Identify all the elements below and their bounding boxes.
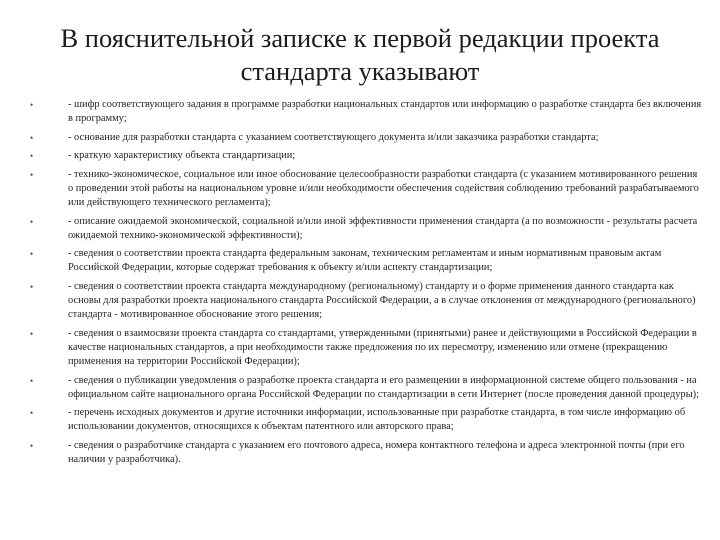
list-item-text: - сведения о взаимосвязи проекта стандарта со стандартами, утвержденными (принятыми) ранее и действующими в Российской Федерации в качестве национальных стандартов, а при необходимости также предложения по их пересмотру, изменению или отмене (прекращению применения на территории Российской Федерации);: [68, 327, 697, 367]
bullet-list: [30, 98, 702, 472]
list-item: [30, 131, 702, 145]
list-item-text: - описание ожидаемой экономической, социальной и/или иной эффективности применения стандарта (а по возможности - результаты расчета ожидаемой технико-экономической эффективности);: [68, 215, 698, 241]
list-item-text: - перечень исходных документов и другие источники информации, использованные при разработке стандарта, в том числе информацию об использовании документов, относящихся к объектам патентного или авторского права;: [68, 407, 686, 433]
bullet-icon: •: [30, 328, 34, 339]
list-item: [30, 439, 702, 467]
list-item-text: - сведения о публикации уведомления о разработке проекта стандарта и его размещении в информационной системе общего пользования - на официальном сайте национального органа Российской Федерации по стандартизации в сети Интернет (после проведения данной процедуры);: [68, 374, 700, 400]
bullet-icon: •: [30, 249, 34, 260]
list-item: [30, 215, 702, 243]
list-item-text: - шифр соответствующего задания в программе разработки национальных стандартов или информацию о разработке стандарта без включения в программу;: [68, 99, 702, 125]
bullet-icon: •: [30, 282, 34, 293]
bullet-icon: •: [30, 132, 34, 143]
list-item: [30, 406, 702, 434]
bullet-icon: •: [30, 151, 34, 162]
list-item: [30, 149, 702, 163]
slide-title: В пояснительной записке к первой редакции проекта стандарта указывают: [60, 23, 660, 86]
list-item: [30, 168, 702, 210]
list-item-text: - технико-экономическое, социальное или иное обоснование целесообразности разработки стандарта (с указанием мотивированного решения о проведении этой работы на национальном уровне и/или необходимости обеспечения содействия соблюдению требований разрабатываемого или действующего технического регламента);: [68, 168, 699, 209]
list-item-text: - сведения о соответствии проекта стандарта федеральным законам, техническим регламентам и иным нормативным правовым актам Российской Федерации, которые содержат требования к объекту и/или аспекту стандартизации;: [68, 248, 662, 274]
list-item-text: - основание для разработки стандарта с указанием соответствующего документа и/или заказчика разработки стандарта;: [68, 131, 599, 143]
list-item: [30, 247, 702, 275]
list-item: [30, 280, 702, 322]
bullet-icon: •: [30, 375, 34, 386]
list-item-text: - сведения о разработчике стандарта с указанием его почтового адреса, номера контактного телефона и адреса электронной почты (при его наличии у разработчика).: [68, 439, 685, 466]
list-item: [30, 327, 702, 369]
list-item-text: - краткую характеристику объекта стандартизации;: [68, 150, 296, 162]
list-item: [30, 98, 702, 126]
bullet-icon: •: [30, 408, 34, 419]
bullet-icon: •: [30, 100, 34, 110]
list-item-text: - сведения о соответствии проекта стандарта международному (региональному) стандарту и о форме применения данного стандарта как основы для разработки проекта национального стандарта Российской Федерации, а в случае отклонения от международного (регионального) стандарта - мотивированное обоснование этого решения;: [68, 281, 696, 321]
bullet-icon: •: [30, 216, 34, 227]
bullet-icon: •: [30, 169, 34, 180]
list-item: [30, 374, 702, 402]
bullet-icon: •: [30, 440, 34, 451]
